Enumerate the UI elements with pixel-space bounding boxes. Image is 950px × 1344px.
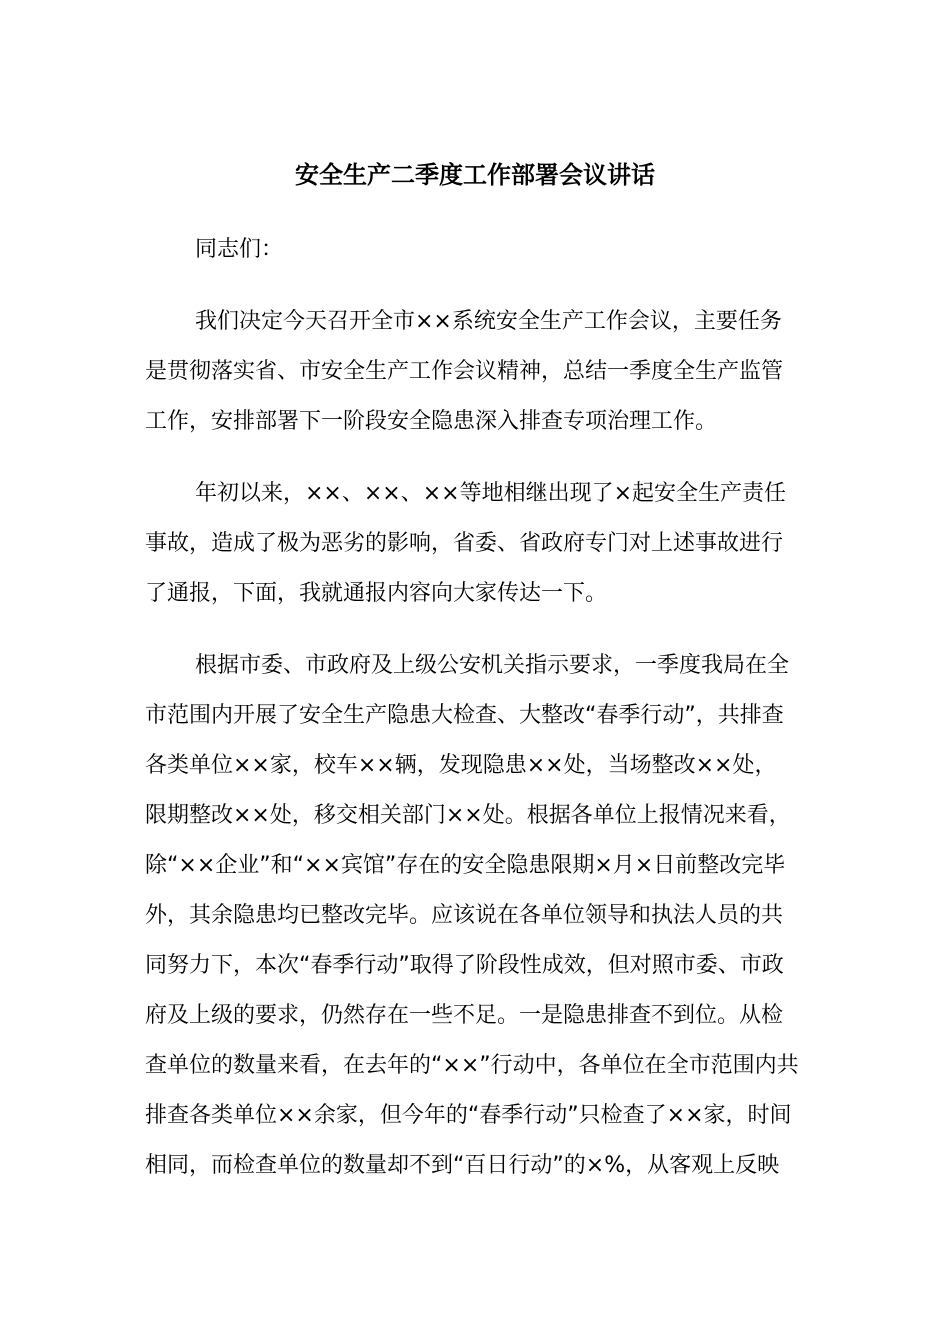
text-line: 同努力下，本次“春季行动”取得了阶段性成效，但对照市委、市政 — [145, 953, 784, 978]
document-body — [145, 232, 825, 1198]
document-title: 安全生产二季度工作部署会议讲话 — [295, 161, 655, 189]
text-line: 排查各类单位××余家，但今年的“春季行动”只检查了××家，时间 — [145, 1103, 792, 1128]
text-line: 是贯彻落实省、市安全生产工作会议精神，总结一季度全生产监管 — [145, 359, 784, 384]
text-line: 各类单位××家，校车××辆，发现隐患××处，当场整改××处， — [145, 753, 777, 778]
text-line: 查单位的数量来看，在去年的“××”行动中，各单位在全市范围内共 — [145, 1053, 799, 1078]
paragraph-2 — [145, 476, 825, 612]
text-line: 事故，造成了极为恶劣的影响，省委、省政府专门对上述事故进行 — [145, 531, 784, 556]
text-line: 限期整改××处，移交相关部门××处。根据各单位上报情况来看， — [145, 803, 791, 828]
paragraph-1 — [145, 304, 825, 440]
text-line: 年初以来，××、××、××等地相继出现了×起安全生产责任 — [195, 481, 787, 506]
text-line: 府及上级的要求，仍然存在一些不足。一是隐患排查不到位。从检 — [145, 1003, 784, 1028]
text-line: 了通报，下面，我就通报内容向大家传达一下。 — [145, 581, 608, 606]
text-line: 根据市委、市政府及上级公安机关指示要求，一季度我局在全 — [195, 653, 790, 678]
text-line: 外，其余隐患均已整改完毕。应该说在各单位领导和执法人员的共 — [145, 903, 784, 928]
text-line: 工作，安排部署下一阶段安全隐患深入排查专项治理工作。 — [145, 409, 718, 434]
text-line: 我们决定今天召开全市××系统安全生产工作会议，主要任务 — [195, 309, 782, 334]
salutation-paragraph — [145, 232, 825, 268]
salutation: 同志们： — [195, 237, 284, 262]
paragraph-3 — [145, 648, 825, 1184]
text-line: 市范围内开展了安全生产隐患大检查、大整改“春季行动”，共排查 — [145, 703, 784, 728]
text-line: 相同，而检查单位的数量却不到“百日行动”的×%，从客观上反映 — [145, 1153, 780, 1178]
text-line: 除“××企业”和“××宾馆”存在的安全隐患限期×月×日前整改完毕 — [145, 853, 786, 878]
